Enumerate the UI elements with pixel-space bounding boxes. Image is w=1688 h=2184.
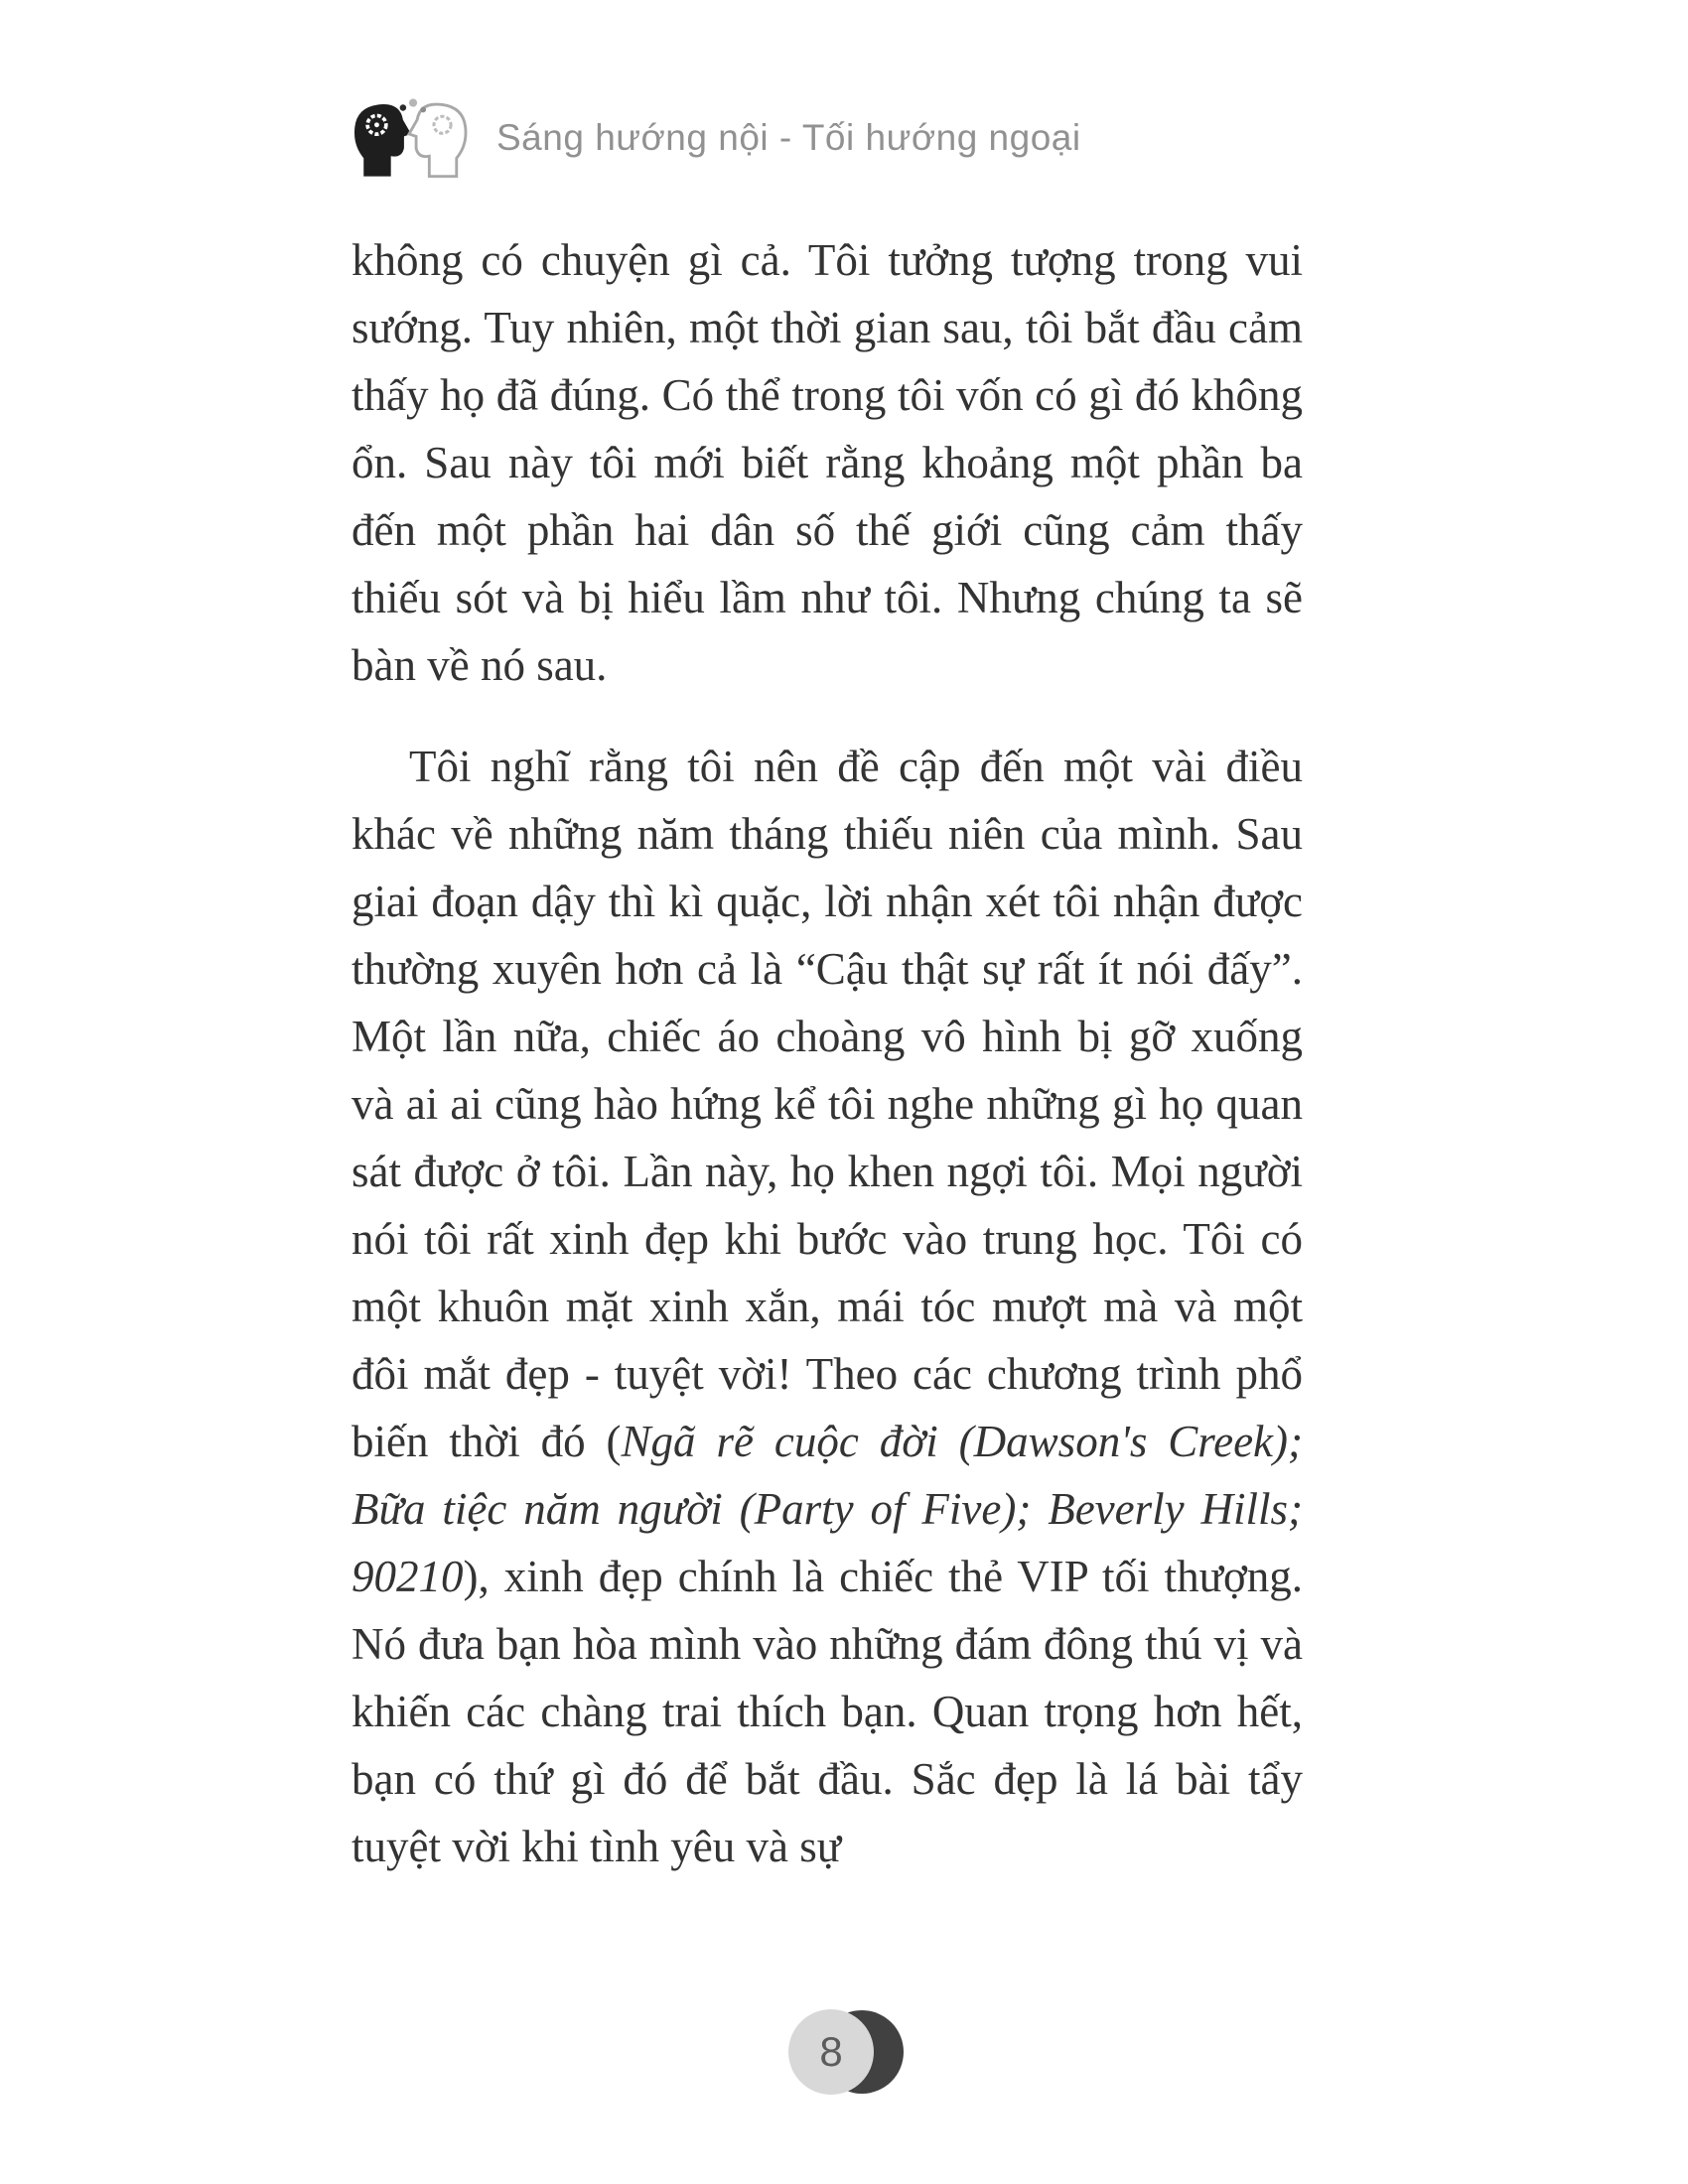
text-segment: ), xinh đẹp chính là chiếc thẻ VIP tối thượng. Nó đưa bạn hòa mình vào những đám đông thú vị và khiến các chàng trai thích bạn. Quan trọng hơn hết, bạn có thứ gì đó để bắt đầu. Sắc đẹp là lá bài tẩy tuyệt vời khi tình yêu và sự <box>352 1552 1303 1871</box>
page-number: 8 <box>788 2009 874 2095</box>
italic-text-segment: Ngã rẽ cuộc đời (Dawson's Creek); Bữa tiệc năm người (Party of Five); Beverly Hills; 90210 <box>352 1417 1303 1601</box>
running-header-title: Sáng hướng nội - Tối hướng ngoại <box>496 117 1081 158</box>
body-text <box>352 226 1303 1880</box>
text-segment: Tôi nghĩ rằng tôi nên đề cập đến một vài điều khác về những năm tháng thiếu niên của mình. Sau giai đoạn dậy thì kì quặc, lời nhận xét tôi nhận được thường xuyên hơn cả là “Cậu thật sự rất ít nói đấy”. Một lần nữa, chiếc áo choàng vô hình bị gỡ xuống và ai ai cũng hào hứng kể tôi nghe những gì họ quan sát được ở tôi. Lần này, họ khen ngợi tôi. Mọi người nói tôi rất xinh đẹp khi bước vào trung học. Tôi có một khuôn mặt xinh xắn, mái tóc mượt mà và một đôi mắt đẹp - tuyệt vời! Theo các chương trình phổ biến thời đó ( <box>352 742 1303 1466</box>
dual-heads-icon <box>350 97 471 179</box>
text-segment: không có chuyện gì cả. Tôi tưởng tượng trong vui sướng. Tuy nhiên, một thời gian sau, tôi bắt đầu cảm thấy họ đã đúng. Có thể trong tôi vốn có gì đó không ổn. Sau này tôi mới biết rằng khoảng một phần ba đến một phần hai dân số thế giới cũng cảm thấy thiếu sót và bị hiểu lầm như tôi. Nhưng chúng ta sẽ bàn về nó sau. <box>352 235 1303 690</box>
paragraph <box>352 226 1303 699</box>
paragraph <box>352 733 1303 1880</box>
page-number-badge <box>788 2009 906 2095</box>
page-header <box>350 97 1081 179</box>
